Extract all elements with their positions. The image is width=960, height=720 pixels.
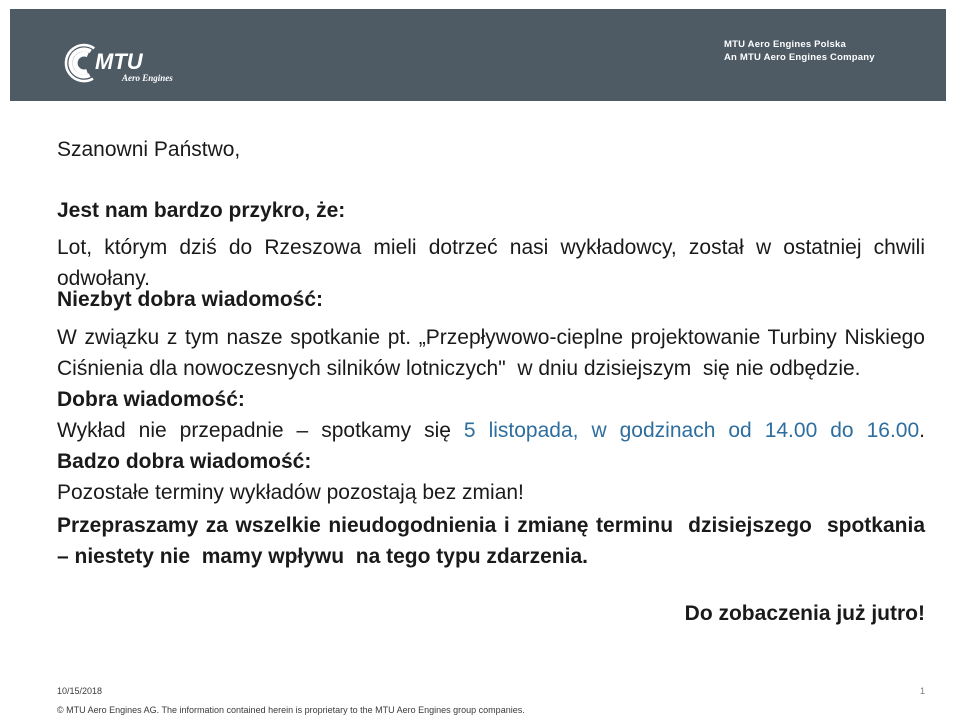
lecture-date-highlight: 5 listopada, w godzinach od 14.00 do 16.00	[463, 419, 920, 442]
heading-good-news: Dobra wiadomość:	[57, 388, 245, 411]
heading-sorry: Jest nam bardzo przykro, że:	[57, 199, 346, 222]
greeting-text: Szanowni Państwo,	[57, 138, 241, 161]
footer-copyright: © MTU Aero Engines AG. The information contained herein is proprietary to the MTU Aero Engines group companies.	[57, 705, 525, 715]
company-tagline: An MTU Aero Engines Company	[724, 52, 875, 63]
meeting-paragraph-line1: W związku z tym nasze spotkanie pt. „Przepływowo-cieplne projektowanie Turbiny Niskiego	[57, 326, 925, 349]
flight-paragraph-line2: odwołany.	[57, 267, 151, 290]
terms-paragraph: Pozostałe terminy wykładów pozostają bez zmian!	[57, 481, 524, 504]
apology-paragraph-line1: Przepraszamy za wszelkie nieudogodnienia i zmianę terminu dzisiejszego spotkania	[57, 514, 925, 537]
lecture-text-suffix: .	[919, 419, 925, 442]
header-bar	[10, 9, 946, 101]
lecture-text-prefix: Wykład nie przepadnie – spotkamy się	[57, 419, 464, 442]
meeting-paragraph-line2: Ciśnienia dla nowoczesnych silników lotniczych" w dniu dzisiejszym się nie odbędzie.	[57, 357, 861, 380]
flight-paragraph-line1: Lot, którym dziś do Rzeszowa mieli dotrzeć nasi wykładowcy, został w ostatniej chwili	[57, 236, 925, 259]
page-number: 1	[919, 686, 925, 696]
mtu-logo-text: MTU	[95, 49, 143, 74]
mtu-logo-subtext: Aero Engines	[122, 73, 173, 83]
company-block	[724, 38, 875, 64]
mtu-logo-icon	[52, 30, 182, 92]
heading-not-good-news: Niezbyt dobra wiadomość:	[57, 288, 324, 311]
closing-text: Do zobaczenia już jutro!	[684, 602, 925, 625]
company-name: MTU Aero Engines Polska	[724, 39, 846, 50]
apology-paragraph-line2: – niestety nie mamy wpływu na tego typu zdarzenia.	[57, 545, 588, 568]
footer-date: 10/15/2018	[57, 686, 103, 696]
heading-very-good-news: Badzo dobra wiadomość:	[57, 450, 312, 473]
lecture-paragraph	[57, 415, 925, 446]
